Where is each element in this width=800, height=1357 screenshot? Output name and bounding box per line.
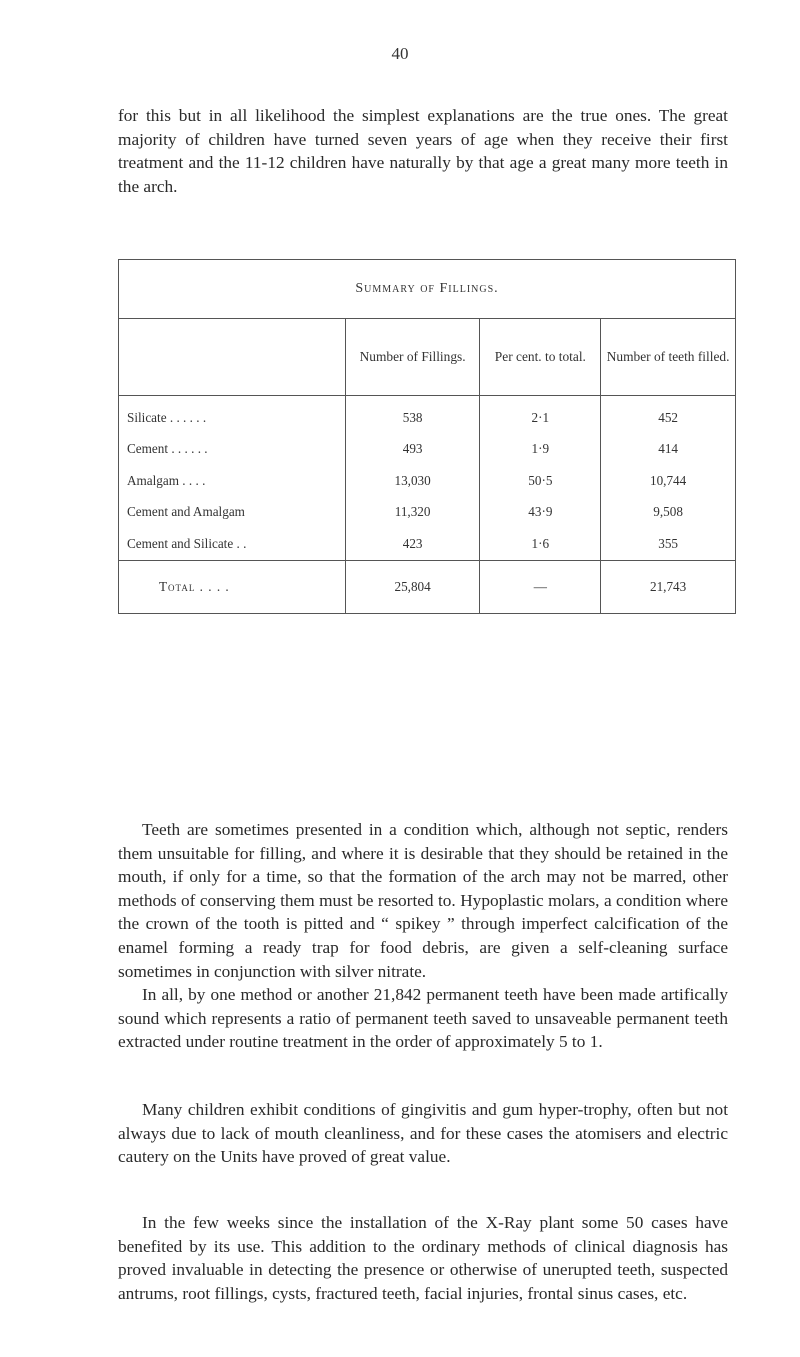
paragraph-teeth-condition: Teeth are sometimes presented in a condition which, although not septic, renders them unsuitable for filling, and where it is desirable that they should be retained in the mouth, if only for a time, so that the formation of the arch may not be marred, other methods of conserving them must be resorted to. Hypoplastic molars, a condition where the crown of the tooth is pitted and “ spikey ” through imperfect calcification of the enamel forming a ready trap for food debris, are given a self-cleaning surface sometimes in conjunction with silver nitrate.	[118, 820, 728, 981]
fillings-value: 423	[345, 528, 480, 560]
table-row	[119, 434, 736, 466]
fillings-value: 13,030	[345, 465, 480, 497]
summary-of-fillings-table	[118, 259, 736, 614]
paragraph-x-ray: In the few weeks since the installation of the X-Ray plant some 50 cases have benefited by its use. This addition to the ordinary methods of clinical diagnosis has proved invaluable in detecting the presence or otherwise of unerupted teeth, suspected antrums, root fillings, cysts, fractured teeth, facial injuries, frontal sinus cases, etc.	[118, 1213, 728, 1303]
table-total-row	[119, 560, 736, 613]
fillings-value: 11,320	[345, 497, 480, 529]
row-label: Cement and Amalgam	[127, 504, 245, 520]
row-label: Amalgam . . . .	[127, 472, 206, 488]
teeth-value: 355	[601, 528, 736, 560]
percent-value: 2·1	[480, 396, 601, 434]
total-label: Total . . . .	[119, 560, 346, 613]
teeth-value: 414	[601, 434, 736, 466]
row-label: Silicate . . . . . .	[127, 409, 207, 425]
table-row	[119, 497, 736, 529]
teeth-value: 10,744	[601, 465, 736, 497]
table-header-row	[119, 319, 736, 396]
header-number-of-fillings-text: Number of Fillings.	[359, 349, 466, 364]
teeth-value: 452	[601, 396, 736, 434]
header-number-of-teeth-text: Number of teeth filled.	[606, 349, 730, 364]
percent-value: 43·9	[480, 497, 601, 529]
page-number: 40	[391, 44, 409, 63]
header-number-of-teeth	[601, 319, 736, 396]
percent-value: 1·6	[480, 528, 601, 560]
table-row	[119, 396, 736, 434]
table-caption-row	[119, 260, 736, 319]
header-number-of-fillings	[345, 319, 480, 396]
fillings-value: 538	[345, 396, 480, 434]
percent-value: 50·5	[480, 465, 601, 497]
paragraph-intro: for this but in all likelihood the simplest explanations are the true ones. The great majority of children have turned seven years of age when they receive their first treatment and the 11-12 children have naturally by that age a great many more teeth in the arch.	[118, 106, 728, 196]
fillings-value: 493	[345, 434, 480, 466]
row-label: Cement . . . . . .	[127, 441, 208, 457]
table-row	[119, 465, 736, 497]
total-fillings-value: 25,804	[345, 560, 480, 613]
teeth-value: 9,508	[601, 497, 736, 529]
total-percent-value: —	[480, 560, 601, 613]
header-per-cent-text: Per cent. to total.	[494, 349, 586, 364]
header-empty	[119, 319, 346, 396]
table-row	[119, 528, 736, 560]
paragraph-permanent-teeth: In all, by one method or another 21,842 permanent teeth have been made artifically sound which represents a ratio of permanent teeth saved to unsaveable permanent teeth extracted under routine treatment in the order of approximately 5 to 1.	[118, 985, 728, 1052]
table-caption: Summary of Fillings.	[119, 260, 736, 319]
paragraph-gingivitis: Many children exhibit conditions of gingivitis and gum hyper-trophy, often but not always due to lack of mouth cleanliness, and for these cases the atomisers and electric cautery on the Units have proved of great value.	[118, 1100, 728, 1167]
total-teeth-value: 21,743	[601, 560, 736, 613]
header-per-cent	[480, 319, 601, 396]
row-label: Cement and Silicate . .	[127, 535, 247, 551]
percent-value: 1·9	[480, 434, 601, 466]
